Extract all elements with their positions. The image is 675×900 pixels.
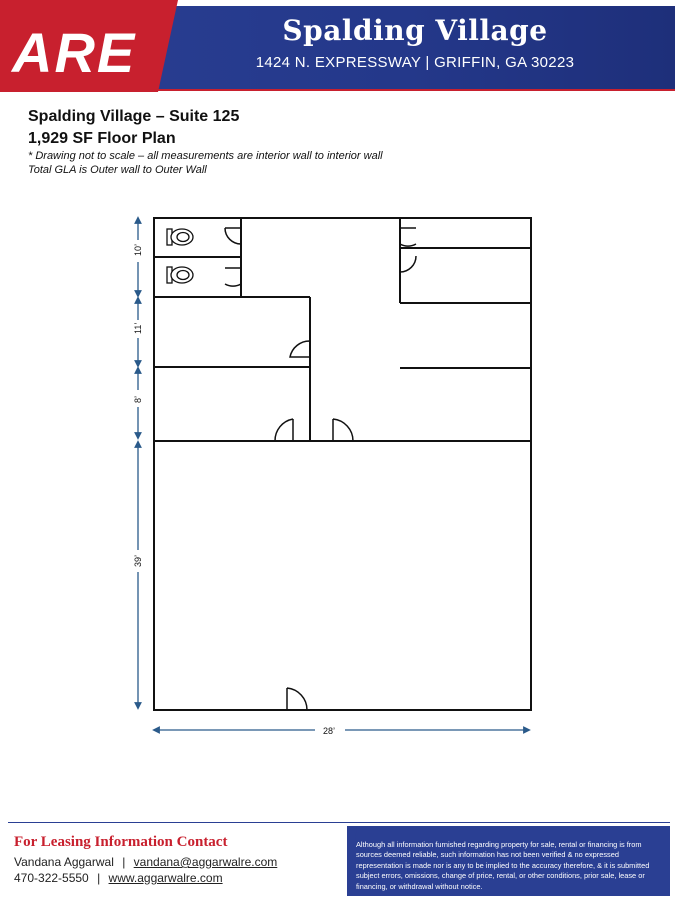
website-link[interactable]: www.aggarwalre.com bbox=[108, 871, 223, 885]
door-entrance bbox=[287, 688, 307, 710]
dim-label-8: 8’ bbox=[133, 395, 143, 403]
suite-title: Spalding Village – Suite 125 bbox=[28, 108, 240, 125]
dim-label-28: 28’ bbox=[323, 726, 336, 736]
doors bbox=[225, 228, 416, 710]
logo-text: ARE bbox=[12, 21, 137, 84]
contact-name: Vandana Aggarwal bbox=[14, 855, 114, 869]
property-address: 1424 N. EXPRESSWAY | GRIFFIN, GA 30223 bbox=[255, 54, 575, 71]
dim-label-11: 11’ bbox=[133, 322, 143, 334]
door-room-left bbox=[275, 419, 293, 441]
contact-phone: 470-322-5550 bbox=[14, 871, 89, 885]
door-room-right bbox=[333, 419, 353, 441]
door-office bbox=[290, 341, 310, 357]
disclaimer-text: Although all information furnished regarding property for sale, rental or financing is from sources deemed reliable, such information has not been verified & no expressed representation is made nor is any to be implied to the accuracy therefore, & it is submitted subject errors, omissions, change of price, rental, or other conditions, prior sale, lease or financing, or withdrawal without notice. bbox=[356, 840, 650, 891]
dim-label-39: 39’ bbox=[133, 554, 143, 567]
contact-line-2 bbox=[14, 871, 223, 885]
door-restroom-1 bbox=[225, 228, 241, 244]
floor-plan-title: 1,929 SF Floor Plan bbox=[28, 130, 176, 147]
gla-note: Total GLA is Outer wall to Outer Wall bbox=[28, 164, 207, 176]
toilet-icon bbox=[167, 267, 193, 283]
separator: | bbox=[97, 871, 101, 885]
door-restroom-2 bbox=[225, 268, 241, 286]
contact-email-link[interactable]: vandana@aggarwalre.com bbox=[133, 855, 278, 869]
toilet-icon bbox=[167, 229, 193, 245]
outer-wall bbox=[154, 218, 531, 710]
footer-heading: For Leasing Information Contact bbox=[14, 834, 228, 850]
dim-label-10: 10’ bbox=[133, 243, 143, 256]
door-storage-2 bbox=[400, 256, 416, 272]
scale-note: * Drawing not to scale – all measurements are interior wall to interior wall bbox=[28, 150, 383, 162]
walls bbox=[154, 218, 531, 710]
separator: | bbox=[122, 855, 126, 869]
property-title: Spalding Village bbox=[282, 14, 548, 47]
footer-divider bbox=[8, 822, 670, 823]
contact-line-1 bbox=[14, 855, 277, 869]
door-storage-1 bbox=[400, 228, 416, 246]
